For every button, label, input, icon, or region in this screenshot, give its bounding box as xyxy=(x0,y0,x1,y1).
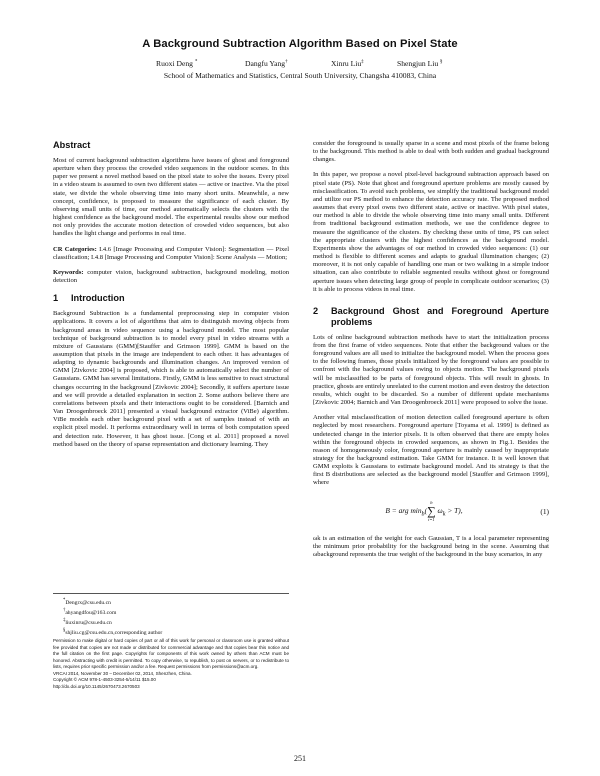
doi-link[interactable]: http://dx.doi.org/10.1145/2670473.2670503 xyxy=(53,683,140,689)
right-column xyxy=(313,140,549,566)
sum-symbol: b ∑ i=1 xyxy=(427,500,436,523)
equation-number: (1) xyxy=(540,506,549,516)
author-4: Shengjun Liu § xyxy=(397,59,443,68)
affiliation: School of Mathematics and Statistics, Central South University, Changsha 410083, China xyxy=(163,71,437,80)
venue-line: VRCAI 2014, November 30 – December 02, 2014, Shenzhen, China. xyxy=(53,670,192,676)
cr-categories: CR Categories: I.4.6 [Image Processing and Computer Vision]: Segmentation — Pixel classification; I.4.8 [Image Processing and Computer Vision]: Scene Analysis — Motion; xyxy=(53,245,290,261)
section-2-paragraph-1: Lots of online background subtraction methods have to start the initialization process from the first frame of video sequences. Note that either the background values or the foreground values are all used to initialize the background model. When the process goes to the following frames, those pixels initialized by the foreground values are possible to confront with the background values owing to objects motion. The background pixels will be misclassified to be parts of foreground objects. This will result in ghosts. In practice, ghosts are entirely unrelated to the current motion and even destroy the detection results, which ought to be discarded. So a number of different update mechanisms [Zivkovic 2004; Barnich and Van Droogenbroeck 2011] were proposed to solve the issue. xyxy=(313,333,549,407)
footnote-1: *Dengrx@csu.edu.cn xyxy=(63,598,111,606)
abstract-text: Most of current background subtraction algorithms have issues of ghost and foreground aperture when they process the crowded video sequences in the outdoor scenes. In this paper we present a novel method based on the pixel state to solve the issues. Every pixel in a video steam is assumed to own two different states — active or inactive. Via the pixel state, we divide the whole observing time into many short units. Meanwhile, a new concept, confidence, is proposed to measure the significance of each cluster. By observing small units of time, our method automatically selects the clusters with the highest confidence as the background model. The experimental results show our method not only provides the accurate motion detection of crowded video sequences, but also handles the light change and performs in real time. xyxy=(53,157,289,238)
footnotes xyxy=(53,593,289,690)
paper-title: A Background Subtraction Algorithm Based on Pixel State xyxy=(142,38,458,50)
author-2: Dangfu Yang† xyxy=(245,59,288,68)
footnote-3: ‡liuxinru@csu.edu.cn xyxy=(63,617,112,626)
section-2-heading: 2 Background Ghost and Foreground Aperture problems xyxy=(313,305,549,327)
permission-notice: Permission to make digital or hard copies of part or all of this work for personal or classroom use is granted without fee provided that copies are not made or distributed for commercial advantage and that copies bear this notice and the full citation on the first page. Copyrights for components of this work owned by others than ACM must be honored. Abstracting with credit is permitted. To copy otherwise, to republish, to post on servers, or to redistribute to lists, requires prior specific permission and/or a fee. Request permissions from permissions@acm.org. xyxy=(53,638,289,670)
keywords: Keywords: computer vision, background subtraction, background modeling, motion detection xyxy=(53,268,289,285)
author-1: Ruoxi Deng * xyxy=(156,59,198,68)
left-column xyxy=(53,140,289,456)
author-3: Xinru Liu‡ xyxy=(331,59,364,68)
abstract-heading: Abstract xyxy=(53,140,91,150)
intro-continued: consider the foreground is usually sparse in a scene and most pixels of the frame belong to the background. This method is able to deal with both sudden and gradual background changes. xyxy=(313,140,549,164)
section-2-paragraph-3: ωk is an estimation of the weight for each Gaussian, T is a local parameter representing the minimum prior probability for the background being in the scene. Assuming that ωbackground represents the true weight of the background in the busy scenarios, in any xyxy=(313,534,549,558)
copyright-line: Copyright © ACM 978-1-4503-3254-5/14/11 $15.00 xyxy=(53,677,156,683)
section-1-heading: 1 Introduction xyxy=(53,293,125,304)
page-number: 251 xyxy=(294,754,306,763)
equation-1 xyxy=(313,495,549,529)
intro-contribution: In this paper, we propose a novel pixel-level background subtraction approach based on pixel state (PS). Note that ghost and foreground aperture problems are mostly caused by misclassification. To avoid such problems, we simplify the traditional background model and utilize our PS method to enhance the detection accuracy rate. The proposed method assumes that every pixel owns two different state, active or inactive. With pixel states, our method is able to divide the whole observing time into many small units. Different from traditional background estimation methods, we use the confidence degree to measure the significance of the clusters. By checking these units of time, PS can select the appropriate clusters with the highest confidences as the background model. Experiments show the advantages of our method in crowded video sequences: (1) our method is flexible to different scenes and adapts to gradual illumination changes; (2) moreover, it is not only capable of handling one man or two walking in a simple indoor situation, can also contribute to reliable segmented results without ghost or foreground aperture issues when detecting large group of people in complicate outdoor scenarios; (3) it is able to process videos in real time. xyxy=(313,171,549,293)
section-2-paragraph-2: Another vital misclassification of motion detection called foreground aperture is often neglected by most researchers. Foreground aperture [Toyama et al. 1999] is defined as undetected change in the interior pixels. It is often observed that there are empty holes within the foreground objects in crowded sequences, as shown in Fig.1. Besides the reason of homogeneously color, foreground aperture is mainly caused by inappropriate strategy for the background estimation. Take GMM for instance. It is well known that GMM exploits k Gaussians to estimate background model. And its strategy is that the first B distributions are selected as the background model [Stauffer and Grimson 1999], where xyxy=(313,414,549,487)
equation-expression: B = arg $\min_b$( b ∑ i=1 $\omega_k > T$), xyxy=(385,500,463,523)
section-1-paragraph: Background Subtraction is a fundamental preprocessing step in computer vision applications. It covers a lot of algorithms that aim to distinguish moving objects from background areas in video sequence using a background model. The most popular technique of background subtraction is to model every pixel in video streams with a mixture of Gaussians (GMM)[Stauffer and Grimson 1999]. GMM is based on the assumption that pixels in the image are independent to each other. it has advantages of adapting to dynamic backgrounds and illumination changes. An improved version of GMM [Zivkovic 2004] is proposed, which is able to automatically select the number of Gaussians. GMM has several limitations. Firstly, GMM is less sensitive to react structural changes occurring in the background [Zivkovic 2004]; Secondly, it suffers aperture issue and we will provide a detailed explanation in section 2. Some authors believe there are correlations between pixels and their interactions ought to be considered. [Barnich and Van Droogenbroeck 2011] presented a visual background extractor (ViBe) algorithm. ViBe models each other background pixel with a set of samples instead of with an explicit pixel model. It performs extraordinary well in terms of both computation speed and detection rate. However, it has ghost issue. [Cong et al. 2011] proposed a novel method based on the theory of sparse representation and dictionary learning. They xyxy=(53,310,289,448)
footnote-4: §shjliu.cg@csu.edu.cn,corresponding author xyxy=(63,627,163,636)
footnote-2: †ahyangdfou@163.com xyxy=(63,607,117,616)
